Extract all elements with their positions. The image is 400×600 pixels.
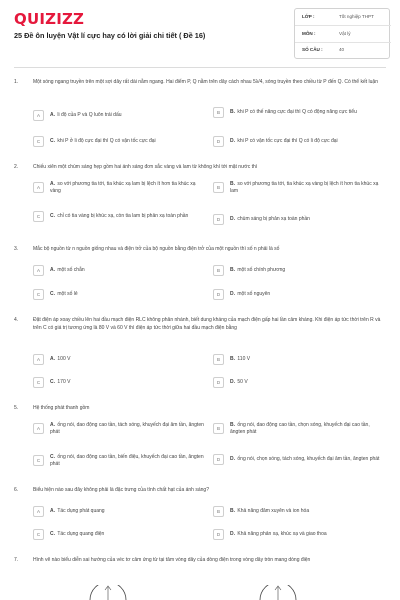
meta-info-box (294, 8, 390, 59)
option-a[interactable]: A A. li độ của P và Q luôn trái dấu (33, 110, 205, 121)
question-text: Đặt điện áp xoay chiều lên hai đầu mạch điện RLC không phân nhánh, biết dung kháng của mạch điện gấp hai lần cảm kháng. Khi điện áp tức thời trên R và trên C có giá trị tương ứng là 80 V và 60 V thì điện áp tức thời giữa hai đầu mạch điện bằng (33, 317, 381, 331)
option-c[interactable]: C C. 170 V (33, 377, 205, 388)
option-b[interactable]: B B. khi P có thế năng cực đại thì Q có động năng cực tiểu (213, 107, 385, 118)
question-text: Mắc bộ nguồn từ n nguồn giống nhau và điện trở của bộ nguồn bằng điện trở của một nguồn thì số n phải là số (33, 246, 280, 252)
quizizz-logo: QUIZIZZ (14, 10, 85, 28)
option-letter-box: B (213, 354, 224, 365)
question-number: 3. (14, 246, 19, 252)
question-text: Biểu hiện nào sau đây không phải là đặc trưng của tính chất hạt của ánh sáng? (33, 487, 209, 493)
option-letter-box: B (213, 423, 224, 434)
option-letter-box: B (213, 506, 224, 517)
option-b[interactable]: B B. 110 V (213, 354, 385, 365)
meta-row-class (295, 9, 391, 26)
option-letter-box: C (33, 455, 44, 466)
option-letter-box: B (213, 182, 224, 193)
option-b[interactable]: B B. Khả năng đâm xuyên và ion hóa (213, 506, 385, 517)
question-number: 4. (14, 317, 19, 323)
option-letter-box: A (33, 265, 44, 276)
option-letter-box: C (33, 289, 44, 300)
question-text: Hệ thống phát thanh gồm (33, 405, 90, 411)
question-text: Hình vẽ nào biểu diễn sai hướng của véc tơ cảm ứng từ tại tâm vòng dây của dòng điện trong vòng dây tròn mang dòng điện (33, 557, 311, 563)
option-a[interactable]: A A. 100 V (33, 354, 205, 365)
document-title: 25 Đề ôn luyện Vật lí cực hay có lời giải chi tiết ( Đề 16) (14, 31, 206, 40)
option-c[interactable]: C C. chỉ có tia vàng bị khúc xạ, còn tia lam bị phản xạ toàn phần (33, 211, 205, 222)
header-divider (14, 67, 386, 68)
option-letter-box: D (213, 529, 224, 540)
option-a[interactable]: A A. một số chẵn (33, 265, 205, 276)
option-letter-box: B (213, 107, 224, 118)
meta-key: MÔN : (302, 31, 316, 36)
option-letter-box: D (213, 136, 224, 147)
option-a[interactable]: A A. ống nói, dao động cao tần, tách sóng, khuyếch đại âm tần, ăngten phát (33, 422, 205, 436)
option-letter-box: B (213, 265, 224, 276)
option-d[interactable]: D D. 50 V (213, 377, 385, 388)
meta-key: LỚP : (302, 14, 315, 19)
option-letter-box: C (33, 377, 44, 388)
option-letter-box: C (33, 211, 44, 222)
option-c[interactable]: C C. khi P ở li độ cực đại thì Q có vận tốc cực đại (33, 136, 205, 147)
option-b[interactable]: B B. một số chính phương (213, 265, 385, 276)
option-c[interactable]: C C. Tác dụng quang điện (33, 529, 205, 540)
question-number: 2. (14, 164, 19, 170)
option-b[interactable]: B B. ống nói, dao động cao tần, chọn sóng, khuyếch đại cao tần, ăngten phát (213, 422, 385, 436)
option-c[interactable]: C C. một số lẻ (33, 289, 205, 300)
option-letter-box: C (33, 136, 44, 147)
option-d[interactable]: D D. Khả năng phản xạ, khúc xạ và giao thoa (213, 529, 385, 540)
meta-key: SỐ CÂU : (302, 47, 323, 52)
loop-figure-2 (250, 585, 310, 600)
question-number: 1. (14, 79, 19, 85)
option-letter-box: D (213, 377, 224, 388)
option-a[interactable]: A A. so với phương tia tới, tia khúc xạ lam bị lệch ít hơn tia khúc xạ vàng (33, 181, 205, 195)
option-letter-box: D (213, 214, 224, 225)
option-letter-box: A (33, 354, 44, 365)
option-letter-box: A (33, 182, 44, 193)
loop-figure-1 (80, 585, 140, 600)
option-d[interactable]: D D. ống nói, chọn sóng, tách sóng, khuyếch đại âm tần, ăngten phát (213, 454, 385, 465)
option-c[interactable]: C C. ống nói, dao động cao tần, biến điệu, khuyếch đại cao tần, ăngten phát (33, 454, 205, 468)
question-number: 5. (14, 405, 19, 411)
option-b[interactable]: B B. so với phương tia tới, tia khúc xạ vàng bị lệch ít hơn tia khúc xạ lam (213, 181, 385, 195)
option-d[interactable]: D D. khi P có vận tốc cực đại thì Q có li độ cực đại (213, 136, 385, 147)
option-d[interactable]: D D. một số nguyên (213, 289, 385, 300)
option-letter-box: A (33, 506, 44, 517)
question-number: 6. (14, 487, 19, 493)
option-letter-box: D (213, 289, 224, 300)
option-letter-box: A (33, 423, 44, 434)
meta-value: Tốt nghiệp THPT (339, 14, 374, 19)
meta-row-subject (295, 26, 391, 43)
meta-value: Vật lý (339, 31, 351, 36)
question-text: Chiếu xiên một chùm sáng hẹp gồm hai ánh sáng đơn sắc vàng và lam từ không khí tới mặt nước thì (33, 164, 258, 170)
meta-row-count (295, 42, 391, 59)
option-letter-box: C (33, 529, 44, 540)
option-letter-box: D (213, 454, 224, 465)
option-d[interactable]: D D. chùm sáng bị phản xạ toàn phần (213, 214, 385, 225)
option-letter-box: A (33, 110, 44, 121)
option-a[interactable]: A A. Tác dụng phát quang (33, 506, 205, 517)
meta-value: 40 (339, 47, 345, 52)
page-header (0, 0, 400, 64)
question-text: Một sóng ngang truyền trên một sợi dây rất dài nằm ngang. Hai điểm P, Q nằm trên dây cách nhau 5λ/4, sóng truyền theo chiều từ P đến Q. Có thể kết luận (33, 79, 378, 85)
question-number: 7. (14, 557, 19, 563)
